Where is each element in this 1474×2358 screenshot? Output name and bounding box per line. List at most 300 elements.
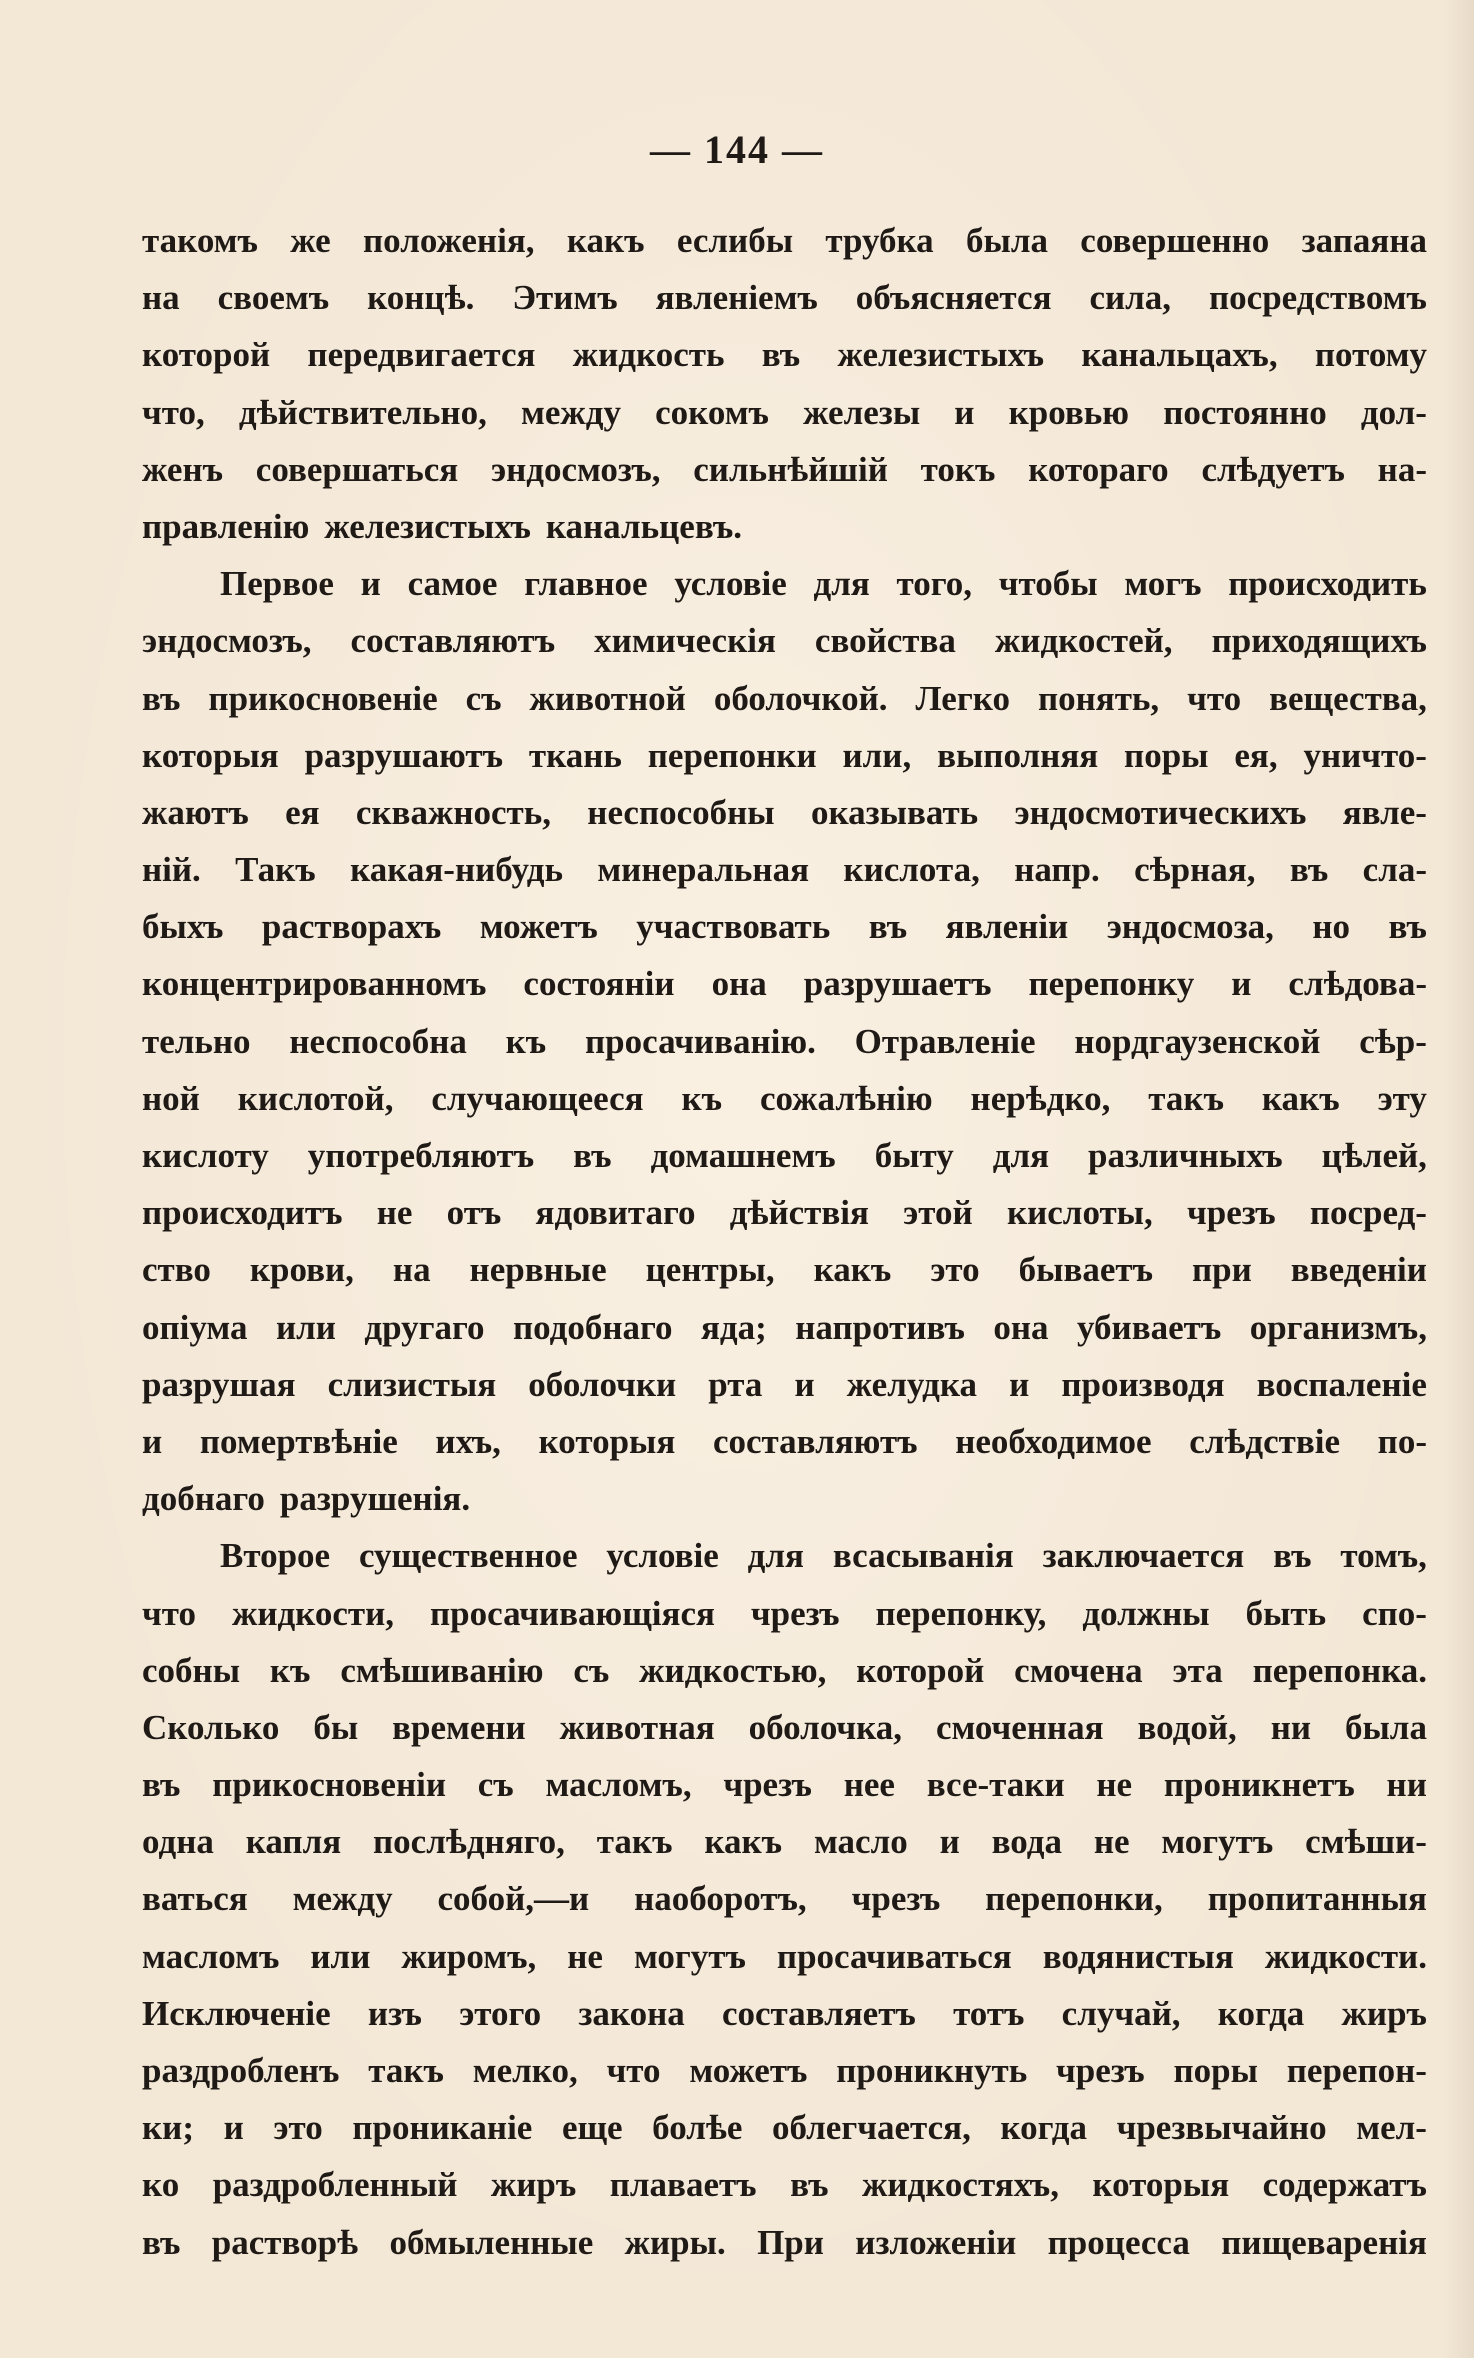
word: ни (1386, 1765, 1427, 1805)
text-line (142, 1013, 1427, 1070)
word: эта (1172, 1650, 1223, 1690)
word: къ (505, 1021, 547, 1061)
word: ядовитаго (535, 1193, 696, 1233)
word: Исключеніе (142, 1993, 331, 2033)
text-line (142, 212, 1427, 269)
word: ткань (528, 735, 622, 775)
word: плаваетъ (609, 2165, 757, 2205)
word: такъ (1148, 1078, 1224, 1118)
word: жидкостяхъ, (861, 2165, 1059, 2205)
word: нерѣдко, (970, 1078, 1111, 1118)
word: въ (142, 2222, 181, 2262)
word: въ (790, 2165, 829, 2205)
word: чрезъ (723, 1765, 812, 1805)
word: это (273, 2108, 323, 2148)
word: кислоту (142, 1136, 269, 1175)
word: животная (559, 1707, 715, 1747)
word: цѣлей, (1321, 1136, 1427, 1175)
word: эту (1377, 1078, 1427, 1118)
word: сѣр- (1359, 1021, 1427, 1061)
word: для (813, 564, 870, 604)
word: бы (313, 1707, 359, 1747)
word: еслибы (676, 221, 794, 260)
word: и (1231, 964, 1252, 1004)
word: домашнемъ (650, 1136, 836, 1175)
word: или (275, 1307, 336, 1347)
word: и (954, 392, 975, 432)
word: смоченная (935, 1707, 1104, 1747)
word: ихъ, (435, 1421, 501, 1461)
word: проникнетъ (1163, 1765, 1355, 1805)
word: капля (245, 1822, 342, 1862)
word: сокомъ (655, 392, 769, 432)
word: жаютъ (142, 792, 249, 832)
word: что, (142, 392, 205, 432)
text-line (142, 1928, 1427, 1985)
word: Такъ (235, 850, 316, 890)
word: быту (874, 1136, 954, 1175)
word: случающееся (431, 1078, 644, 1118)
word: тотъ (953, 1993, 1025, 2033)
word: положенія, (363, 221, 535, 260)
word: просачиванію. (585, 1021, 816, 1061)
word: составляютъ (712, 1421, 918, 1461)
word: железистыхъ (324, 506, 531, 546)
text-line (142, 1356, 1427, 1413)
word: другаго (364, 1307, 485, 1347)
text-line (142, 784, 1427, 841)
word: яда; (701, 1307, 767, 1347)
word: по- (1377, 1421, 1427, 1461)
text-line (142, 1870, 1427, 1927)
page-edge-shadow (1444, 0, 1474, 2358)
word: или (310, 1936, 371, 1976)
word: просачиваться (776, 1936, 1012, 1976)
text-line (142, 841, 1427, 898)
word: не (1096, 1765, 1133, 1805)
word: разрушаютъ (304, 735, 504, 775)
word: это (930, 1250, 980, 1290)
word: случай, (1061, 1993, 1181, 2033)
word: Этимъ (512, 278, 618, 318)
word: добнаго (142, 1479, 265, 1519)
word: минеральная (597, 850, 810, 890)
word: неспособны (587, 792, 775, 832)
word: съ (477, 1765, 514, 1805)
word: скважность, (355, 792, 551, 832)
word: должны (1082, 1593, 1210, 1633)
word: уничто- (1303, 735, 1427, 775)
word: жиромъ, (401, 1936, 537, 1976)
word: оболочка, (748, 1707, 903, 1747)
word: рта (708, 1364, 763, 1404)
word: между (292, 1879, 393, 1919)
word: желудка (846, 1364, 977, 1404)
word: для (992, 1136, 1050, 1175)
word: сильнѣйшій (693, 449, 888, 489)
word: ство (142, 1250, 211, 1290)
word: сила, (1089, 278, 1172, 318)
word: животной (529, 678, 686, 718)
word: въ (868, 907, 908, 947)
word: дол- (1360, 392, 1427, 432)
word: жидкости, (231, 1593, 395, 1633)
word: къ (269, 1650, 311, 1690)
word: водой, (1137, 1707, 1237, 1747)
word: токъ (920, 449, 996, 489)
word: и (360, 564, 381, 604)
word: масломъ, (545, 1765, 692, 1805)
word: сѣрная, (1134, 850, 1256, 890)
word: же (290, 221, 331, 260)
word: и (939, 1822, 960, 1862)
body-text (142, 212, 1427, 2271)
word: прониканіе (352, 2108, 533, 2148)
word: перепон- (1286, 2051, 1427, 2090)
word: прикосновеніи (212, 1765, 447, 1805)
word: необходимое (955, 1421, 1152, 1461)
word: передвигается (307, 335, 536, 375)
word: смѣшиванію (340, 1650, 544, 1690)
text-line (142, 2042, 1427, 2099)
word: что (1187, 678, 1242, 718)
word: растворахъ (261, 907, 442, 947)
word: въ (1388, 907, 1427, 947)
word: вода (991, 1822, 1062, 1862)
word: въ (142, 1765, 181, 1805)
word: заключается (1042, 1536, 1245, 1576)
word: на- (1377, 449, 1427, 489)
word: посред- (1309, 1193, 1427, 1233)
word: нордгаузенской (1074, 1021, 1321, 1061)
word: и (794, 1364, 815, 1404)
word: котораго (1028, 449, 1169, 489)
word: не (376, 1193, 413, 1233)
word: содержатъ (1262, 2165, 1427, 2205)
word: раздробленный (212, 2165, 458, 2205)
word: наоборотъ, (634, 1879, 807, 1919)
word: центры, (645, 1250, 775, 1290)
word: жидкостью, (639, 1650, 827, 1690)
word: изложеніи (855, 2222, 1017, 2262)
word: въ (1273, 1536, 1312, 1576)
word: чрезъ (750, 1593, 840, 1633)
word: ея (285, 792, 320, 832)
word: Второе (220, 1536, 331, 1576)
word: и (223, 2108, 244, 2148)
word: собны (142, 1650, 241, 1690)
text-line (142, 1241, 1427, 1298)
word: жиры. (624, 2222, 726, 2262)
word: происходитъ (142, 1193, 343, 1233)
word: чрезъ (1186, 1193, 1276, 1233)
word: чрезвычайно (1116, 2108, 1327, 2148)
word: смѣши- (1305, 1822, 1427, 1862)
word: собой,—и (437, 1879, 590, 1919)
text-line (142, 1699, 1427, 1756)
word: такъ (596, 1822, 673, 1862)
word: употребляютъ (307, 1136, 535, 1175)
word: на (392, 1250, 431, 1290)
word: къ (681, 1078, 723, 1118)
text-line (142, 727, 1427, 784)
word: прикосновеніе (208, 678, 438, 718)
word: спо- (1362, 1593, 1427, 1633)
word: понять, (1037, 678, 1160, 718)
word: пропитанныя (1207, 1879, 1427, 1919)
word: такъ (368, 2051, 444, 2090)
word: слѣдова- (1288, 964, 1427, 1004)
word: происходить (1228, 564, 1427, 604)
word: бываетъ (1018, 1250, 1154, 1290)
word: процесса (1047, 2222, 1190, 2262)
word: одна (142, 1822, 214, 1862)
word: какъ (813, 1250, 892, 1290)
word: женъ (142, 449, 224, 489)
word: какъ (566, 221, 645, 260)
word: Первое (220, 564, 334, 604)
word: кровью (1008, 392, 1130, 432)
word: явле- (1342, 792, 1427, 832)
word: была (966, 221, 1048, 260)
word: какъ (1261, 1078, 1340, 1118)
word: времени (392, 1707, 526, 1747)
word: масло (813, 1822, 908, 1862)
word: концѣ. (367, 278, 475, 318)
text-line (142, 1813, 1427, 1870)
page-number: — 144 — (650, 127, 824, 172)
word: чрезъ (1056, 2051, 1145, 2090)
word: участвовать (636, 907, 831, 947)
text-line (142, 1985, 1427, 2042)
word: еще (561, 2108, 623, 2148)
word: все-таки (926, 1765, 1065, 1805)
word: всасыванія (832, 1536, 1014, 1576)
word: совершенно (1080, 221, 1270, 260)
word: кислотой, (237, 1078, 394, 1118)
text-line (142, 955, 1427, 1012)
word: оболочки (528, 1364, 677, 1404)
word: напр. (1014, 850, 1100, 890)
word: кислоты, (1006, 1193, 1153, 1233)
word: железистыхъ (837, 335, 1045, 375)
word: самое (407, 564, 498, 604)
word: введеніи (1290, 1250, 1427, 1290)
word: Отравленіе (854, 1021, 1036, 1061)
word: нее (843, 1765, 895, 1805)
word: оболочкой. (713, 678, 888, 718)
text-line (142, 441, 1427, 498)
word: существенное (358, 1536, 578, 1576)
text-line (142, 2099, 1427, 2156)
word: производя (1061, 1364, 1225, 1404)
word: концентрированномъ (142, 964, 487, 1004)
word: опіума (142, 1307, 248, 1347)
word: разрушаетъ (803, 964, 992, 1004)
word: При (757, 2222, 824, 2262)
word: состояніи (523, 964, 675, 1004)
word: жидкости. (1264, 1936, 1427, 1976)
word: оказывать (810, 792, 979, 832)
word: или, (842, 735, 912, 775)
text-line (142, 1127, 1427, 1184)
word: жидкость (572, 335, 725, 375)
word: ній. (142, 850, 201, 890)
word: поры (1124, 735, 1209, 775)
word: которыя (142, 735, 279, 775)
word: главное (524, 564, 648, 604)
word: эндосмозъ, (490, 449, 661, 489)
word: явленіемъ (655, 278, 818, 318)
text-line (142, 1184, 1427, 1241)
word: воспаленіе (1256, 1364, 1427, 1404)
word: которой (142, 335, 271, 375)
word: организмъ, (1249, 1307, 1427, 1347)
word: послѣдняго, (373, 1822, 565, 1862)
word: запаяна (1301, 221, 1427, 260)
text-line (142, 1756, 1427, 1813)
text-line (142, 1585, 1427, 1642)
text-line (142, 898, 1427, 955)
text-line (142, 1070, 1427, 1127)
text-line (142, 555, 1427, 612)
word: чрезъ (851, 1879, 941, 1919)
word: канальцевъ. (545, 506, 743, 546)
word: этой (903, 1193, 973, 1233)
word: этого (459, 1993, 542, 2033)
word: она (993, 1307, 1049, 1347)
word: канальцахъ, (1081, 335, 1278, 375)
word: въ (1289, 850, 1329, 890)
text-line (142, 1413, 1427, 1470)
word: слѣдуетъ (1201, 449, 1345, 489)
word: облегчается, (772, 2108, 971, 2148)
text-line (142, 2214, 1427, 2271)
word: составляютъ (350, 621, 556, 661)
word: совершаться (255, 449, 459, 489)
word: того, (896, 564, 973, 604)
text-line (142, 269, 1427, 326)
word: какъ (704, 1822, 783, 1862)
word: условіе (674, 564, 787, 604)
word: между (521, 392, 621, 432)
word: ки; (142, 2108, 194, 2148)
word: объясняется (855, 278, 1052, 318)
word: которыя (1092, 2165, 1230, 2205)
word: что (142, 1593, 196, 1633)
word: и (142, 1421, 163, 1461)
word: что (606, 2051, 661, 2090)
word: проникнуть (836, 2051, 1028, 2090)
word: могутъ (1161, 1822, 1274, 1862)
word: можетъ (479, 907, 598, 947)
word: разрушенія. (279, 1479, 471, 1519)
word: и (1009, 1364, 1030, 1404)
word: приходящихъ (1211, 621, 1427, 661)
word: водянистыя (1042, 1936, 1234, 1976)
word: которыя (538, 1421, 676, 1461)
word: сла- (1362, 850, 1427, 890)
word: смочена (1014, 1650, 1143, 1690)
word: неспособна (289, 1021, 467, 1061)
word: могутъ (634, 1936, 746, 1976)
word: быхъ (142, 907, 224, 947)
text-line (142, 1470, 1427, 1527)
word: когда (1000, 2108, 1087, 2148)
word: слизистыя (327, 1364, 497, 1404)
word: въ (142, 678, 181, 718)
word: ни (1270, 1707, 1312, 1747)
word: сожалѣнію (759, 1078, 933, 1118)
word: раздробленъ (142, 2051, 340, 2090)
word: перепонки, (985, 1879, 1163, 1919)
word: быть (1245, 1593, 1327, 1633)
word: въ (761, 335, 801, 375)
word: своемъ (217, 278, 330, 318)
word: могъ (1124, 564, 1202, 604)
word: Сколько (142, 1707, 280, 1747)
word: напротивъ (795, 1307, 965, 1347)
text-line (142, 498, 1427, 555)
word: эндосмоза, (1106, 907, 1274, 947)
word: убиваетъ (1077, 1307, 1222, 1347)
word: эндосмотическихъ (1014, 792, 1307, 832)
word: растворѣ (211, 2222, 359, 2262)
text-line (142, 1642, 1427, 1699)
text-line (142, 670, 1427, 727)
word: томъ, (1340, 1536, 1427, 1576)
text-line (142, 384, 1427, 441)
word: постоянно (1163, 392, 1327, 432)
word: условіе (606, 1536, 719, 1576)
word: для (747, 1536, 804, 1576)
text-line (142, 1299, 1427, 1356)
word: химическія (594, 621, 776, 661)
word: въ (573, 1136, 612, 1175)
text-line (142, 612, 1427, 669)
word: потому (1314, 335, 1427, 375)
word: жиръ (1341, 1993, 1427, 2033)
word: перепонку, (875, 1593, 1047, 1633)
word: была (1344, 1707, 1427, 1747)
word: перепонки (647, 735, 817, 775)
word: мелко, (472, 2051, 578, 2090)
word: посредствомъ (1209, 278, 1427, 318)
word: помертвѣніе (199, 1421, 398, 1461)
word: поры (1173, 2051, 1258, 2090)
word: которой (856, 1650, 985, 1690)
text-line (142, 326, 1427, 383)
word: различныхъ (1088, 1136, 1283, 1175)
word: пищеваренія (1221, 2222, 1427, 2262)
word: отъ (446, 1193, 502, 1233)
word: крови, (249, 1250, 354, 1290)
word: закона (578, 1993, 685, 2033)
word: обмыленные (389, 2222, 594, 2262)
word: съ (465, 678, 502, 718)
word: но (1312, 907, 1351, 947)
word: она (711, 964, 767, 1004)
word: ной (142, 1078, 200, 1118)
word: явленіи (945, 907, 1069, 947)
word: железы (803, 392, 921, 432)
word: тельно (142, 1021, 251, 1061)
word: трубка (825, 221, 934, 260)
word: такомъ (142, 221, 258, 260)
word: когда (1217, 1993, 1305, 2033)
word: дѣйствія (729, 1193, 869, 1233)
word: подобнаго (512, 1307, 673, 1347)
